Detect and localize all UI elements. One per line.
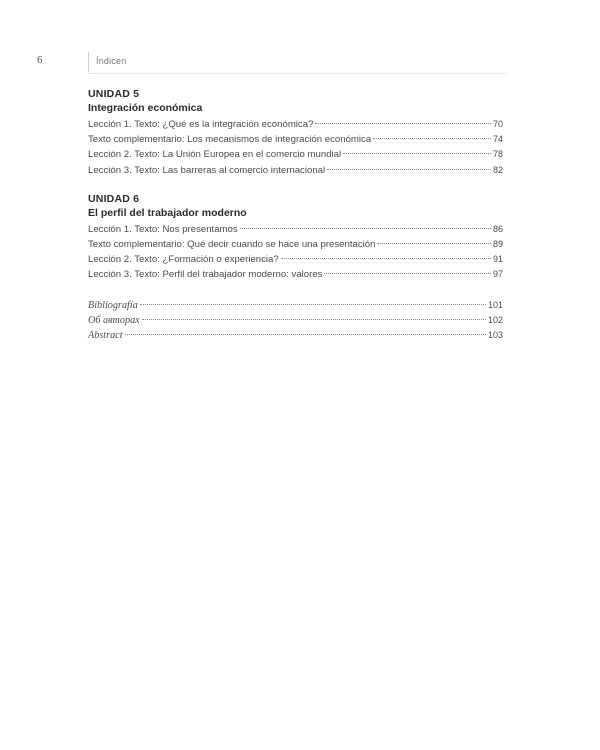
toc-entry-label: Bibliografía: [88, 299, 138, 311]
toc-entry-page: 78: [492, 149, 503, 160]
toc-entry-page: 101: [487, 299, 503, 310]
toc-entry-page: 86: [492, 223, 503, 234]
toc-entry-label: Lección 3. Texto: Las barreras al comercio internacional: [88, 164, 326, 176]
toc-entry[interactable]: [88, 117, 503, 132]
toc-entry-label: Lección 1. Texto: ¿Qué es la integración económica?: [88, 119, 314, 130]
unit-heading: UNIDAD 5: [88, 88, 140, 100]
dot-leader: [240, 228, 491, 229]
toc-entry-bibliography[interactable]: [88, 298, 503, 313]
unit-6-section: [88, 193, 503, 283]
toc-entry[interactable]: [88, 222, 503, 237]
toc-entry[interactable]: [88, 163, 503, 178]
dot-leader: [315, 123, 491, 124]
dot-leader: [140, 304, 486, 305]
unit-title: Integración económica: [88, 102, 203, 114]
toc-entry[interactable]: [88, 147, 503, 162]
toc-entry-page: 91: [492, 254, 503, 265]
unit-heading: UNIDAD 6: [88, 192, 140, 205]
toc-entry[interactable]: [88, 132, 503, 147]
unit-title: El perfil del trabajador moderno: [88, 206, 247, 219]
toc-entry[interactable]: [88, 252, 503, 267]
dot-leader: [373, 138, 491, 139]
unit-5-section: [88, 88, 503, 178]
toc-entry-authors[interactable]: [88, 313, 503, 328]
toc-entry-label: Lección 2. Texto: La Unión Europea en el comercio mundial: [88, 149, 342, 161]
toc-entry-label: Texto complementario: Qué decir cuando se hace una presentación: [88, 239, 376, 251]
dot-leader: [377, 243, 491, 244]
toc-entry-page: 103: [487, 330, 503, 341]
toc-entry-label: Lección 3. Texto: Perfil del trabajador moderno: valores: [88, 269, 323, 281]
dot-leader: [324, 273, 491, 274]
table-of-contents: [88, 88, 503, 343]
toc-entry-page: 89: [492, 239, 503, 250]
dot-leader: [281, 258, 491, 259]
toc-entry-page: 74: [492, 134, 503, 145]
dot-leader: [327, 169, 491, 170]
running-header-title: Índicen: [96, 56, 127, 66]
dot-leader: [142, 319, 486, 320]
toc-entry-label: Lección 1. Texto: Nos presentamos: [88, 223, 238, 235]
toc-entry-page: 97: [492, 269, 503, 280]
dot-leader: [125, 334, 486, 335]
header-divider: [88, 52, 89, 72]
toc-entry-page: 82: [492, 164, 503, 175]
header-dotted-rule: [88, 73, 508, 74]
toc-entry-label: Abstract: [88, 330, 123, 342]
toc-entry-label: Об авторах: [88, 314, 140, 326]
toc-entry-page: 102: [487, 314, 503, 325]
page-header: [0, 52, 600, 74]
page-number: 6: [37, 54, 43, 66]
toc-entry[interactable]: [88, 267, 503, 282]
dot-leader: [343, 153, 491, 154]
toc-entry-abstract[interactable]: [88, 328, 503, 343]
toc-entry[interactable]: [88, 237, 503, 252]
toc-entry-page: 70: [492, 119, 503, 129]
toc-entry-label: Lección 2. Texto: ¿Formación o experiencia?: [88, 254, 279, 266]
toc-entry-label: Texto complementario: Los mecanismos de integración económica: [88, 134, 372, 146]
end-matter-section: [88, 298, 503, 344]
